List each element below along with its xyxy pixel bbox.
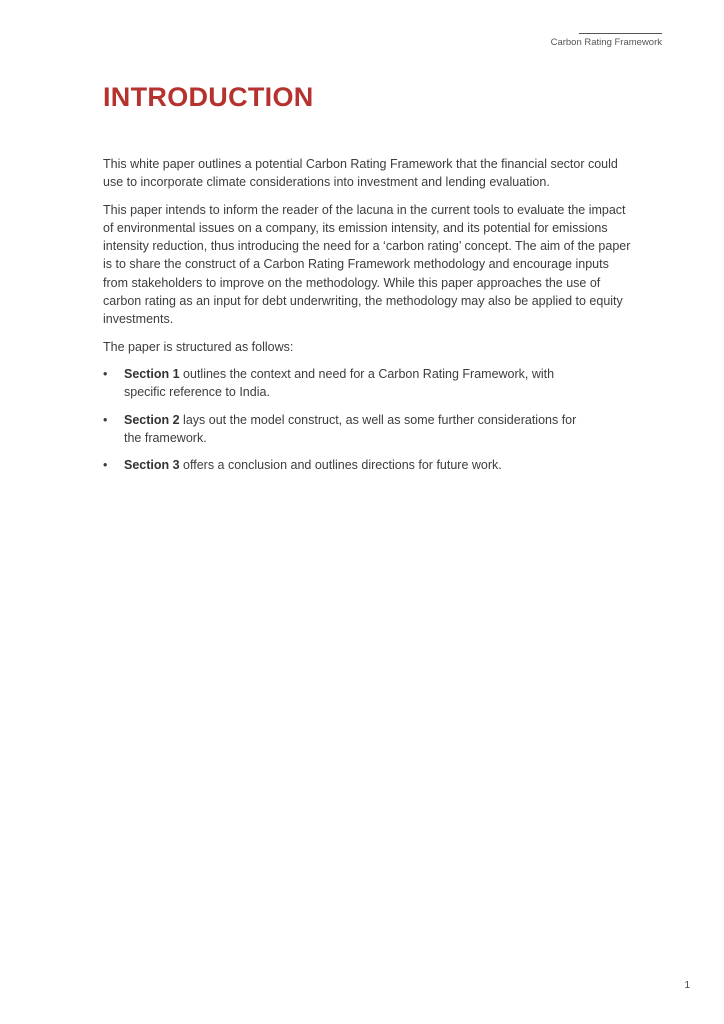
running-header: Carbon Rating Framework bbox=[550, 37, 662, 48]
header-rule bbox=[579, 33, 662, 34]
section-label: Section 1 bbox=[124, 366, 180, 381]
section-label: Section 3 bbox=[124, 458, 180, 473]
intro-paragraph: This white paper outlines a potential Carbon Rating Framework that the financial sector could use to incorporate climate considerations into investment and lending evaluation. bbox=[103, 157, 618, 190]
body-content bbox=[103, 155, 633, 483]
section-description: offers a conclusion and outlines directions for future work. bbox=[179, 458, 502, 473]
section-description: outlines the context and need for a Carbon Rating Framework, with specific reference to India. bbox=[124, 366, 555, 400]
bullet-marker: • bbox=[103, 458, 108, 473]
bullet-marker: • bbox=[103, 366, 108, 381]
list-item bbox=[103, 456, 594, 474]
bullet-marker: • bbox=[103, 412, 108, 427]
section-label: Section 2 bbox=[124, 412, 180, 427]
section-list bbox=[103, 365, 633, 474]
list-item bbox=[103, 365, 594, 402]
section-description: lays out the model construct, as well as some further considerations for the framework. bbox=[124, 412, 577, 445]
purpose-paragraph: This paper intends to inform the reader of the lacuna in the current tools to evaluate the impact of environmental issues on a company, its emission intensity, and its potential for emissions intensity reduction, thus introducing the need for a ‘carbon rating’ concept. The aim of the paper is to share the construct of a Carbon Rating Framework methodology and encourage inputs from stakeholders to improve on the methodology. While this paper approaches the use of carbon rating as an input for debt underwriting, the methodology may also be applied to equity investments. bbox=[103, 202, 631, 327]
page-title: INTRODUCTION bbox=[103, 82, 314, 112]
structure-lead-paragraph: The paper is structured as follows: bbox=[103, 339, 294, 354]
page-number: 1 bbox=[684, 980, 690, 991]
list-item bbox=[103, 411, 594, 448]
